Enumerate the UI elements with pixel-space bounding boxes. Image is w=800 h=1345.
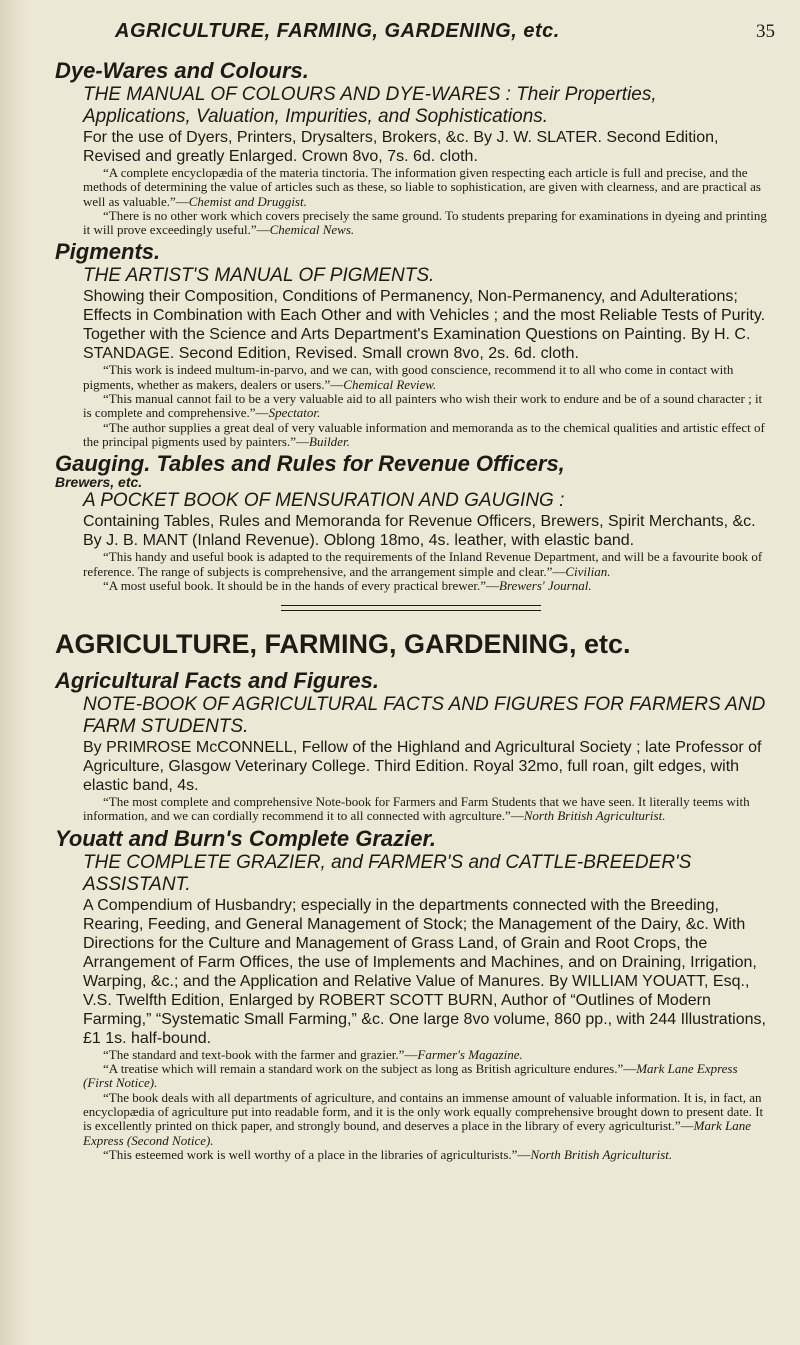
- quote-source: Mark Lane Express (Second Notice).: [83, 1118, 752, 1148]
- book-title: NOTE-BOOK OF AGRICULTURAL FACTS AND FIGURES FOR FARMERS AND FARM STUDENTS.: [83, 694, 766, 738]
- review-quote: “This manual cannot fail to be a very valuable aid to all painters who wish their work to endure and be of a sound character ; it is complete and comprehensive.”—Spectator.: [83, 391, 763, 421]
- page-content: [55, 58, 767, 1162]
- running-head: AGRICULTURE, FARMING, GARDENING, etc.: [115, 20, 560, 42]
- section-heading: Youatt and Burn's Complete Grazier.: [55, 825, 436, 851]
- quote-source: Chemical News.: [269, 222, 355, 238]
- book-title: THE ARTIST'S MANUAL OF PIGMENTS.: [83, 265, 435, 287]
- quote-source: Builder.: [309, 433, 350, 449]
- entry-pigments: [55, 239, 767, 449]
- section-heading: Dye-Wares and Colours.: [55, 58, 309, 83]
- book-description: Containing Tables, Rules and Memoranda for Revenue Officers, Brewers, Spirit Merchants, &c. By J. B. MANT (Inland Revenue). Oblong 18mo, 4s. leather, with elastic band.: [83, 513, 756, 550]
- section-heading: Pigments.: [55, 239, 161, 265]
- quote-source: Chemist and Druggist.: [188, 193, 307, 209]
- book-title: A POCKET BOOK OF MENSURATION AND GAUGING :: [83, 490, 565, 512]
- quote-source: Chemical Review.: [343, 376, 437, 392]
- entry-gauging: [55, 451, 767, 593]
- book-description: By PRIMROSE McCONNELL, Fellow of the Highland and Agricultural Society ; late Professor of Agriculture, Glasgow Veterinary College. Third Edition. Royal 32mo, full roan, gilt edges, with elastic band, 4s.: [83, 739, 762, 795]
- double-rule: [281, 605, 541, 611]
- review-quote: “The standard and text-book with the farmer and grazier.”—Farmer's Magazine.: [103, 1046, 523, 1062]
- review-quote: “The most complete and comprehensive Note-book for Farmers and Farm Students that we have seen. It literally teems with information, and we can cordially recommend it to all connected with agrculture.”—North British Agriculturist.: [83, 794, 750, 824]
- page-gutter: [0, 0, 30, 1345]
- section-heading: Agricultural Facts and Figures.: [55, 668, 379, 694]
- section-divider: [55, 605, 767, 611]
- review-quote: “This work is indeed multum-in-parvo, and we can, with good conscience, recommend it to all who come in contact with pigments, whether as makers, dealers or users.”—Chemical Review.: [83, 362, 734, 392]
- book-description: Showing their Composition, Conditions of Permanency, Non-Permanency, and Adulterations; Effects in Combination with Each Other and with Vehicles ; and the most Reliable Tests of Purity. Together with the Science and Arts Department's Examination Questions on Painting. By H. C. STANDAGE. Second Edition, Revised. Small crown 8vo, 2s. 6d. cloth.: [83, 288, 766, 363]
- chapter-heading: AGRICULTURE, FARMING, GARDENING, etc.: [55, 629, 631, 660]
- review-quote: “There is no other work which covers precisely the same ground. To students preparing for examinations in dyeing and printing it will prove exceedingly useful.”—Chemical News.: [83, 207, 767, 238]
- entry-agricultural-facts: [55, 668, 767, 824]
- quote-source: Farmer's Magazine.: [417, 1046, 523, 1062]
- quote-source: Brewers' Journal.: [499, 577, 592, 593]
- review-quote: “A treatise which will remain a standard work on the subject as long as British agriculture endures.”—Mark Lane Express (First Notice).: [83, 1061, 738, 1091]
- review-quote: “This esteemed work is well worthy of a place in the libraries of agriculturists.”—North British Agriculturist.: [103, 1146, 673, 1162]
- quote-source: North British Agriculturist.: [523, 808, 666, 824]
- section-subheading: Brewers, etc.: [55, 474, 143, 491]
- page-number: 35: [756, 21, 775, 42]
- book-title: THE COMPLETE GRAZIER, and FARMER'S and CATTLE-BREEDER'S ASSISTANT.: [83, 851, 692, 895]
- review-quote: “The author supplies a great deal of very valuable information and memoranda as to the chemical qualities and artistic effect of the principal pigments used by painters.”—Builder.: [83, 419, 765, 449]
- review-quote: “This handy and useful book is adapted to the requirements of the Inland Revenue Department, and will be a favourite book of reference. The range of subjects is comprehensive, and the arrangement simple and clear.”—Civilian.: [83, 549, 763, 579]
- book-title: THE MANUAL OF COLOURS AND DYE-WARES : Their Properties, Applications, Valuation, Impurities, and Sophistications.: [83, 84, 657, 127]
- section-heading: Gauging. Tables and Rules for Revenue Officers,: [55, 451, 565, 477]
- book-description: A Compendium of Husbandry; especially in the departments connected with the Breeding, Rearing, Feeding, and General Management of Stock; the Management of the Dairy, &c. With Directions for the Culture and Management of Grass Land, of Grain and Root Crops, the Arrangement of Farm Offices, the use of Implements and Machines, and on Draining, Irrigation, Warping, &c.; and the Application and Relative Value of Manures. By WILLIAM YOUATT, Esq., V.S. Twelfth Edition, Enlarged by ROBERT SCOTT BURN, Author of “Outlines of Modern Farming,” “Systematic Small Farming,” &c. One large 8vo volume, 860 pp., with 244 Illustrations, £1 1s. half-bound.: [83, 896, 766, 1047]
- quote-source: Mark Lane Express (First Notice).: [83, 1061, 738, 1091]
- entry-dye-wares: [55, 58, 767, 237]
- quote-source: Spectator.: [268, 405, 321, 421]
- quote-source: North British Agriculturist.: [530, 1146, 673, 1162]
- entry-complete-grazier: [55, 826, 767, 1162]
- review-quote: “A complete encyclopædia of the materia tinctoria. The information given respecting each article is full and precise, and the methods of determining the value of articles such as these, so liable to sophistication, are given with clearness, and are practical as well as valuable.”—Chemist and Druggist.: [83, 165, 761, 209]
- page-header: [115, 20, 775, 46]
- quote-source: Civilian.: [565, 563, 611, 579]
- review-quote: “A most useful book. It should be in the hands of every practical brewer.”—Brewers' Journal.: [103, 577, 592, 593]
- book-description: For the use of Dyers, Printers, Drysalters, Brokers, &c. By J. W. SLATER. Second Edition, Revised and greatly Enlarged. Crown 8vo, 7s. 6d. cloth.: [83, 129, 719, 165]
- review-quote: “The book deals with all departments of agriculture, and contains an immense amount of valuable information. It is, in fact, an encyclopædia of agriculture put into readable form, and it is the only work equally comprehensive brought down to present date. It is excellently printed on thick paper, and strongly bound, and deserves a place in the library of every agriculturist.”—Mark Lane Express (Second Notice).: [83, 1089, 764, 1148]
